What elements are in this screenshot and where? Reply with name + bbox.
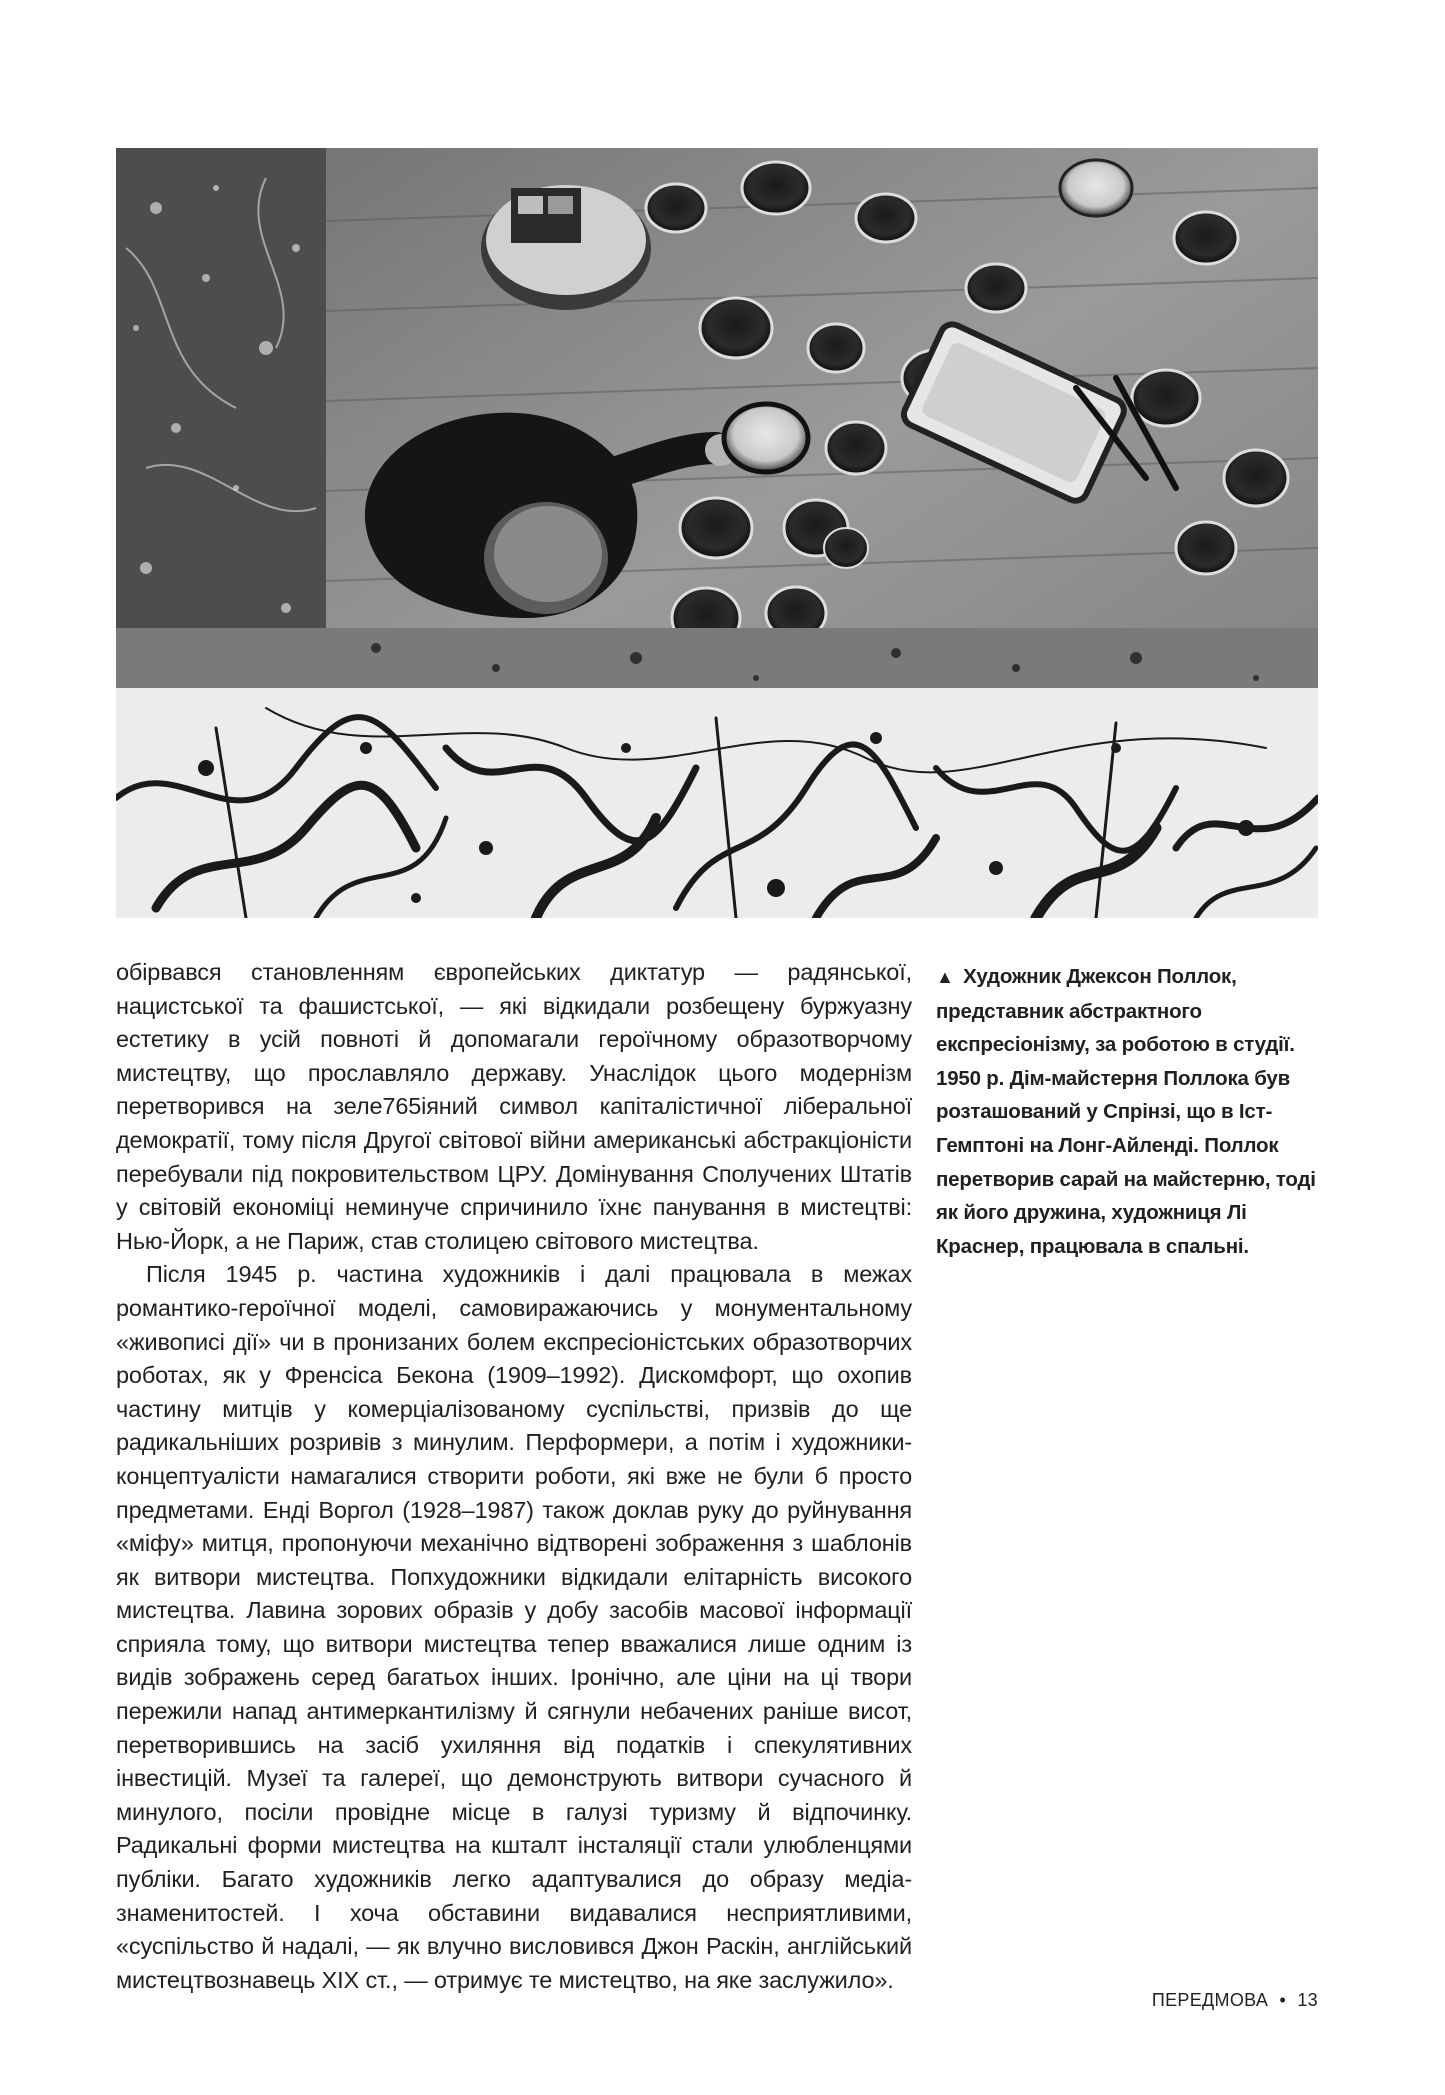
footer-section-title: ПЕРЕДМОВА — [1151, 1990, 1269, 2010]
photo-illustration — [116, 148, 1318, 918]
body-paragraph-2: Після 1945 р. частина художників і далі працювала в межах романтико-героїчної моделі, самовиражаючись у монументальному «живописі дії» чи в пронизаних болем експресіоністських образотворчих роботах, як у Френсіса Бекона (1909–1992). Дискомфорт, що охопив частину митців у комерціалізованому суспільстві, призвів до ще радикальніших розривів з минулим. Перформери, а потім і художники-концептуалісти намагалися створити роботи, які вже не були б просто предметами. Енді Воргол (1928–1987) також доклав руку до руйнування «міфу» митця, пропонуючи механічно відтворені зображення з шаблонів як витвори мистецтва. Попхудожники відкидали елітарність високого мистецтва. Лавина зорових образів у добу засобів масової інформації сприяла тому, що витвори мистецтва тепер вважалися лише одним із видів зображень серед багатьох інших. Іронічно, але ціни на ці твори пережили напад антимеркантилізму й сягнули небачених раніше висот, перетворившись на засіб ухиляння від податків і спекулятивних інвестицій. Музеї та галереї, що демонструють витвори сучасного й минулого, посіли провідне місце в галузі туризму й відпочинку. Радикальні форми мистецтва на кшталт інсталяції стали улюбленцями публіки. Багато художників легко адаптувалися до образу медіа-знаменитостей. І хоча обставини видавалися несприятливими, «суспільство й надалі, — як влучно висловився Джон Раскін, англійський мистецтвознавець XIX ст., — отримує те мистецтво, на яке заслужило». — [116, 1261, 912, 1993]
photo-caption — [936, 960, 1322, 1263]
footer-separator: • — [1279, 1990, 1287, 2010]
page-footer — [1152, 1990, 1318, 2011]
body-paragraph-1: обірвався становленням європейських диктатур — радянської, нацистської та фашистської, — які відкидали розбещену буржуазну естетику в усій повноті й допомагали героїчному образотворчому мистецтву, що прославляло державу. Унаслідок цього модернізм перетворився на зеле765іяний символ капіталістичної ліберальної демократії, тому після Другої світової війни американські абстракціоністи перебували під покровительством ЦРУ. Домінування Сполучених Штатів у світовій економіці неминуче спричинило їхнє панування в мистецтві: Нью-Йорк, а не Париж, став столицею світового мистецтва. — [116, 959, 912, 1254]
body-text — [116, 956, 912, 1997]
caption-text: Художник Джексон Поллок, представник абстрактного експресіонізму, за роботою в студії. 1950 р. Дім-майстерня Поллока був розташований у Спрінзі, що в Іст-Гемптоні на Лонг-Айленді. Поллок перетворив сарай на майстерню, тоді як його дружина, художниця Лі Краснер, працювала в спальні. — [936, 965, 1316, 1258]
page-number: 13 — [1297, 1990, 1318, 2010]
photo-pollock-studio — [116, 148, 1318, 918]
caption-triangle-icon: ▲ — [936, 967, 954, 987]
